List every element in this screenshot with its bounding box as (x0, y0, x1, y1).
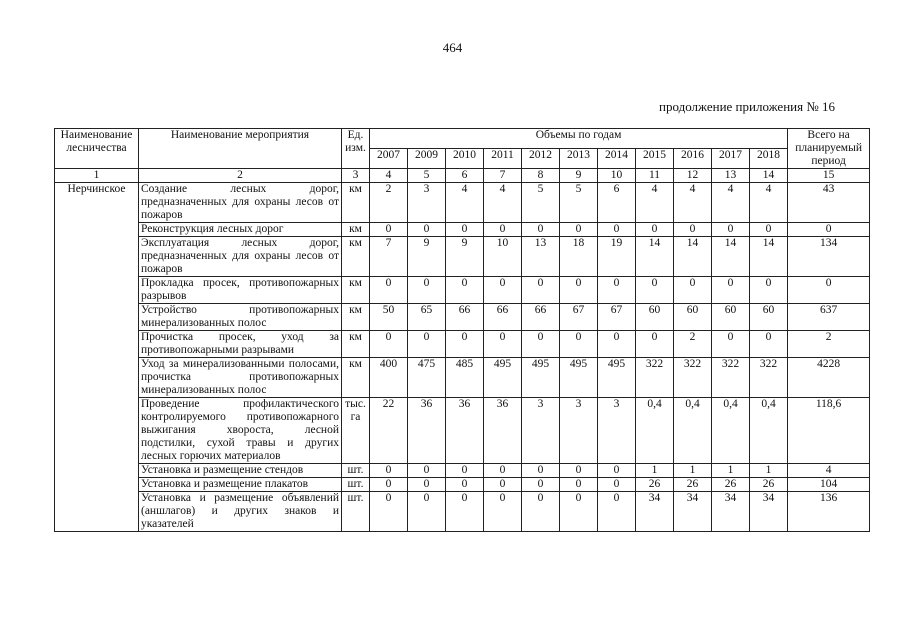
value-cell: 4 (636, 183, 674, 223)
value-cell: 34 (750, 492, 788, 532)
activity-name: Прочистка просек, уход за противопожарными разрывами (139, 331, 342, 358)
header-year: 2013 (560, 149, 598, 169)
value-cell: 4 (712, 183, 750, 223)
unit-cell: шт. (342, 492, 370, 532)
value-cell: 0 (598, 277, 636, 304)
total-cell: 2 (788, 331, 870, 358)
value-cell: 0 (598, 223, 636, 237)
header-year: 2018 (750, 149, 788, 169)
value-cell: 10 (484, 237, 522, 277)
value-cell: 0 (446, 223, 484, 237)
total-cell: 134 (788, 237, 870, 277)
column-number: 8 (522, 169, 560, 183)
value-cell: 0 (484, 478, 522, 492)
value-cell: 0 (674, 223, 712, 237)
value-cell: 0 (408, 492, 446, 532)
column-number: 15 (788, 169, 870, 183)
value-cell: 475 (408, 358, 446, 398)
value-cell: 0 (712, 331, 750, 358)
value-cell: 66 (484, 304, 522, 331)
value-cell: 3 (560, 398, 598, 464)
value-cell: 14 (750, 237, 788, 277)
table-row (55, 464, 870, 478)
value-cell: 0 (598, 331, 636, 358)
activity-name: Создание лесных дорог, предназначенных для охраны лесов от пожаров (139, 183, 342, 223)
header-total: Всего на планируемый период (788, 129, 870, 169)
header-unit: Ед. изм. (342, 129, 370, 169)
value-cell: 1 (674, 464, 712, 478)
unit-cell: тыс. га (342, 398, 370, 464)
value-cell: 67 (598, 304, 636, 331)
value-cell: 34 (636, 492, 674, 532)
value-cell: 2 (674, 331, 712, 358)
column-number: 6 (446, 169, 484, 183)
unit-cell: км (342, 183, 370, 223)
value-cell: 26 (750, 478, 788, 492)
value-cell: 1 (636, 464, 674, 478)
activity-name: Установка и размещение плакатов (139, 478, 342, 492)
header-year: 2009 (408, 149, 446, 169)
value-cell: 50 (370, 304, 408, 331)
value-cell: 0 (560, 277, 598, 304)
value-cell: 36 (484, 398, 522, 464)
value-cell: 0 (484, 492, 522, 532)
value-cell: 0 (408, 331, 446, 358)
value-cell: 3 (598, 398, 636, 464)
header-volumes: Объемы по годам (370, 129, 788, 149)
unit-cell: шт. (342, 478, 370, 492)
value-cell: 0,4 (712, 398, 750, 464)
value-cell: 0 (750, 331, 788, 358)
value-cell: 4 (484, 183, 522, 223)
value-cell: 495 (484, 358, 522, 398)
value-cell: 0 (408, 277, 446, 304)
value-cell: 0 (408, 223, 446, 237)
value-cell: 66 (522, 304, 560, 331)
activity-name: Проведение профилактического контролируемого противопожарного выжигания хвороста, лесной подстилки, сухой травы и других лесных горючих материалов (139, 398, 342, 464)
total-cell: 104 (788, 478, 870, 492)
value-cell: 66 (446, 304, 484, 331)
value-cell: 60 (750, 304, 788, 331)
value-cell: 60 (636, 304, 674, 331)
header-year: 2010 (446, 149, 484, 169)
column-number: 12 (674, 169, 712, 183)
value-cell: 3 (522, 398, 560, 464)
value-cell: 0 (560, 331, 598, 358)
value-cell: 0 (370, 277, 408, 304)
value-cell: 60 (712, 304, 750, 331)
value-cell: 0 (674, 277, 712, 304)
column-number: 7 (484, 169, 522, 183)
header-year: 2015 (636, 149, 674, 169)
value-cell: 19 (598, 237, 636, 277)
header-year: 2014 (598, 149, 636, 169)
value-cell: 0 (636, 223, 674, 237)
unit-cell: км (342, 277, 370, 304)
header-year: 2017 (712, 149, 750, 169)
total-cell: 0 (788, 277, 870, 304)
value-cell: 4 (750, 183, 788, 223)
value-cell: 0 (484, 223, 522, 237)
value-cell: 13 (522, 237, 560, 277)
value-cell: 0 (560, 464, 598, 478)
value-cell: 26 (636, 478, 674, 492)
value-cell: 0 (370, 478, 408, 492)
total-cell: 43 (788, 183, 870, 223)
value-cell: 0 (560, 478, 598, 492)
value-cell: 0 (560, 223, 598, 237)
value-cell: 26 (674, 478, 712, 492)
column-number: 13 (712, 169, 750, 183)
value-cell: 22 (370, 398, 408, 464)
value-cell: 0 (712, 223, 750, 237)
unit-cell: км (342, 358, 370, 398)
unit-cell: км (342, 331, 370, 358)
table-row (55, 398, 870, 464)
value-cell: 67 (560, 304, 598, 331)
value-cell: 36 (446, 398, 484, 464)
value-cell: 0,4 (674, 398, 712, 464)
value-cell: 3 (408, 183, 446, 223)
value-cell: 0,4 (750, 398, 788, 464)
value-cell: 0 (522, 223, 560, 237)
value-cell: 0 (446, 277, 484, 304)
table-row (55, 478, 870, 492)
value-cell: 0 (598, 492, 636, 532)
value-cell: 0 (712, 277, 750, 304)
value-cell: 400 (370, 358, 408, 398)
value-cell: 495 (560, 358, 598, 398)
forestry-name: Нерчинское (55, 183, 139, 532)
activity-name: Эксплуатация лесных дорог, предназначенных для охраны лесов от пожаров (139, 237, 342, 277)
value-cell: 0 (484, 277, 522, 304)
column-number: 11 (636, 169, 674, 183)
value-cell: 36 (408, 398, 446, 464)
column-number: 3 (342, 169, 370, 183)
value-cell: 0 (636, 277, 674, 304)
value-cell: 5 (522, 183, 560, 223)
header-year: 2007 (370, 149, 408, 169)
unit-cell: км (342, 237, 370, 277)
value-cell: 0 (598, 464, 636, 478)
value-cell: 0 (484, 331, 522, 358)
value-cell: 34 (674, 492, 712, 532)
table-row (55, 331, 870, 358)
table-row (55, 237, 870, 277)
activity-name: Установка и размещение стендов (139, 464, 342, 478)
table-row (55, 277, 870, 304)
value-cell: 0 (750, 223, 788, 237)
header-forestry: Наименование лесничества (55, 129, 139, 169)
column-number: 9 (560, 169, 598, 183)
value-cell: 0 (370, 464, 408, 478)
activity-name: Установка и размещение объявлений (аншлагов) и других знаков и указателей (139, 492, 342, 532)
header-activity: Наименование мероприятия (139, 129, 342, 169)
value-cell: 18 (560, 237, 598, 277)
activity-name: Реконструкция лесных дорог (139, 223, 342, 237)
total-cell: 4 (788, 464, 870, 478)
value-cell: 0 (560, 492, 598, 532)
column-number: 5 (408, 169, 446, 183)
column-number: 14 (750, 169, 788, 183)
value-cell: 0 (522, 277, 560, 304)
value-cell: 9 (446, 237, 484, 277)
unit-cell: км (342, 223, 370, 237)
value-cell: 7 (370, 237, 408, 277)
value-cell: 0 (446, 331, 484, 358)
total-cell: 4228 (788, 358, 870, 398)
activities-table (54, 128, 870, 532)
value-cell: 6 (598, 183, 636, 223)
value-cell: 0 (446, 478, 484, 492)
column-number: 1 (55, 169, 139, 183)
value-cell: 0 (522, 478, 560, 492)
value-cell: 14 (712, 237, 750, 277)
value-cell: 322 (636, 358, 674, 398)
value-cell: 14 (636, 237, 674, 277)
value-cell: 26 (712, 478, 750, 492)
value-cell: 485 (446, 358, 484, 398)
value-cell: 5 (560, 183, 598, 223)
page-number: 464 (442, 40, 463, 55)
value-cell: 495 (598, 358, 636, 398)
value-cell: 0 (446, 464, 484, 478)
value-cell: 4 (674, 183, 712, 223)
activity-name: Уход за минерализованными полосами, прочистка противопожарных минерализованных полос (139, 358, 342, 398)
value-cell: 0 (370, 492, 408, 532)
value-cell: 0 (370, 331, 408, 358)
value-cell: 2 (370, 183, 408, 223)
table-row (55, 492, 870, 532)
value-cell: 0 (484, 464, 522, 478)
value-cell: 0 (598, 478, 636, 492)
value-cell: 1 (712, 464, 750, 478)
total-cell: 0 (788, 223, 870, 237)
value-cell: 0 (370, 223, 408, 237)
total-cell: 118,6 (788, 398, 870, 464)
value-cell: 1 (750, 464, 788, 478)
value-cell: 495 (522, 358, 560, 398)
value-cell: 65 (408, 304, 446, 331)
total-cell: 637 (788, 304, 870, 331)
value-cell: 322 (674, 358, 712, 398)
table-row (55, 223, 870, 237)
table-row (55, 304, 870, 331)
value-cell: 322 (750, 358, 788, 398)
value-cell: 0 (522, 464, 560, 478)
value-cell: 9 (408, 237, 446, 277)
value-cell: 0 (522, 331, 560, 358)
column-number: 2 (139, 169, 342, 183)
value-cell: 0 (408, 478, 446, 492)
value-cell: 0 (408, 464, 446, 478)
value-cell: 0 (750, 277, 788, 304)
header-year: 2016 (674, 149, 712, 169)
column-number: 4 (370, 169, 408, 183)
total-cell: 136 (788, 492, 870, 532)
value-cell: 14 (674, 237, 712, 277)
unit-cell: шт. (342, 464, 370, 478)
activity-name: Прокладка просек, противопожарных разрывов (139, 277, 342, 304)
value-cell: 4 (446, 183, 484, 223)
value-cell: 60 (674, 304, 712, 331)
value-cell: 0 (522, 492, 560, 532)
unit-cell: км (342, 304, 370, 331)
appendix-note: продолжение приложения № 16 (659, 99, 835, 114)
value-cell: 0 (446, 492, 484, 532)
header-year: 2011 (484, 149, 522, 169)
table-row (55, 183, 870, 223)
value-cell: 0,4 (636, 398, 674, 464)
value-cell: 322 (712, 358, 750, 398)
activity-name: Устройство противопожарных минерализованных полос (139, 304, 342, 331)
value-cell: 34 (712, 492, 750, 532)
table-row (55, 358, 870, 398)
value-cell: 0 (636, 331, 674, 358)
column-number: 10 (598, 169, 636, 183)
header-year: 2012 (522, 149, 560, 169)
